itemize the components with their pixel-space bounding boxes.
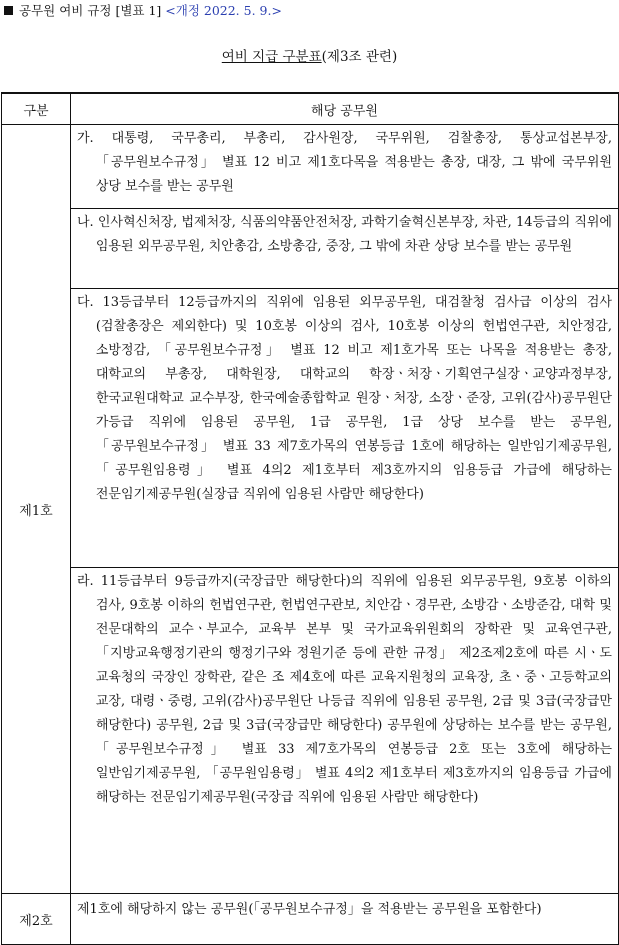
table-cell xyxy=(71,125,619,209)
column-header-category: 구분 xyxy=(2,93,71,125)
list-item-ra: 라. 11등급부터 9등급까지(국장급만 해당한다)의 직위에 임용된 외무공무원, 9호봉 이하의 검사, 9호봉 이하의 헌법연구관, 헌법연구관보, 치안감ㆍ경무관, 소방감ㆍ소방준감, 대학 및 전문대학의 교수ㆍ부교수, 교육부 본부 및 국가교육위원회의 장학관 및 교육연구관, 「지방교육행정기관의 행정기구와 정원기준 등에 관한 규정」 제2조제2호에 따른 시ㆍ도 교육청의 국장인 장학관, 같은 조 제4호에 따른 교육지원청의 교육장, 초ㆍ중ㆍ고등학교의 교장, 대령ㆍ중령, 고위(감사)공무원단 나등급 직위에 임용된 공무원, 2급 및 3급(국장급만 해당한다) 공무원, 2급 및 3급(국장급만 해당한다) 공무원에 상당하는 보수를 받는 공무원, 「공무원보수규정」 별표 33 제7호가목의 연봉등급 2호 또는 3호에 해당하는 일반임기제공무원, 「공무원임용령」 별표 4의2 제1호부터 제3호까지의 임용등급 가급에 해당하는 전문임기제공무원(국장급 직위에 임용된 사람만 해당한다) xyxy=(77,574,612,805)
row-label-class-1: 제1호 xyxy=(2,125,71,894)
list-item-ga: 가. 대통령, 국무총리, 부총리, 감사원장, 국무위원, 검찰총장, 통상교섭본부장, 「공무원보수규정」 별표 12 비고 제1호다목을 적용받는 총장, 대장, 그 밖에 국무위원 상당 보수를 받는 공무원 xyxy=(77,131,612,194)
travel-expense-table xyxy=(1,92,619,945)
table-row xyxy=(2,568,619,894)
column-header-officials: 해당 공무원 xyxy=(71,93,619,125)
table-row xyxy=(2,209,619,289)
table-cell xyxy=(71,894,619,945)
table-cell xyxy=(71,209,619,289)
list-item-na: 나. 인사혁신처장, 법제처장, 식품의약품안전처장, 과학기술혁신본부장, 차관, 14등급의 직위에 임용된 외무공무원, 치안총감, 소방총감, 중장, 그 밖에 차관 상당 보수를 받는 공무원 xyxy=(77,215,612,254)
title-suffix: (제3조 관련) xyxy=(321,49,398,65)
row-label-class-2: 제2호 xyxy=(2,894,71,945)
table-cell xyxy=(71,568,619,894)
table-cell xyxy=(71,289,619,568)
title-main: 여비 지급 구분표 xyxy=(221,49,322,65)
revision-note: <개정 2022. 5. 9.> xyxy=(165,3,282,18)
list-item-da: 다. 13등급부터 12등급까지의 직위에 임용된 외무공무원, 대검찰청 검사급 이상의 검사(검찰총장은 제외한다) 및 10호봉 이상의 검사, 10호봉 이상의 헌법연구관, 치안정감, 소방정감, 「공무원보수규정」 별표 12 비고 제1호가목 또는 나목을 적용받는 총장, 대학교의 부총장, 대학원장, 대학교의 학장ㆍ처장ㆍ기획연구실장ㆍ교양과정부장, 한국교원대학교 교수부장, 한국예술종합학교 원장ㆍ처장, 소장ㆍ준장, 고위(감사)공무원단 가등급 직위에 임용된 공무원, 1급 공무원, 1급 상당 보수를 받는 공무원, 「공무원보수규정」 별표 33 제7호가목의 연봉등급 1호에 해당하는 일반임기제공무원, 「공무원임용령」 별표 4의2 제1호부터 제3호까지의 임용등급 가급에 해당하는 전문임기제공무원(실장급 직위에 임용된 사람만 해당한다) xyxy=(77,295,612,502)
table-row xyxy=(2,289,619,568)
page-title xyxy=(0,48,619,66)
table-header-row xyxy=(2,93,619,125)
regulation-title: 공무원 여비 규정 [별표 1] xyxy=(19,3,162,18)
black-square-icon xyxy=(4,6,13,15)
document-header xyxy=(4,2,282,20)
table-row xyxy=(2,894,619,945)
table-row xyxy=(2,125,619,209)
class-2-description: 제1호에 해당하지 않는 공무원(「공무원보수규정」을 적용받는 공무원을 포함한다) xyxy=(77,902,542,917)
